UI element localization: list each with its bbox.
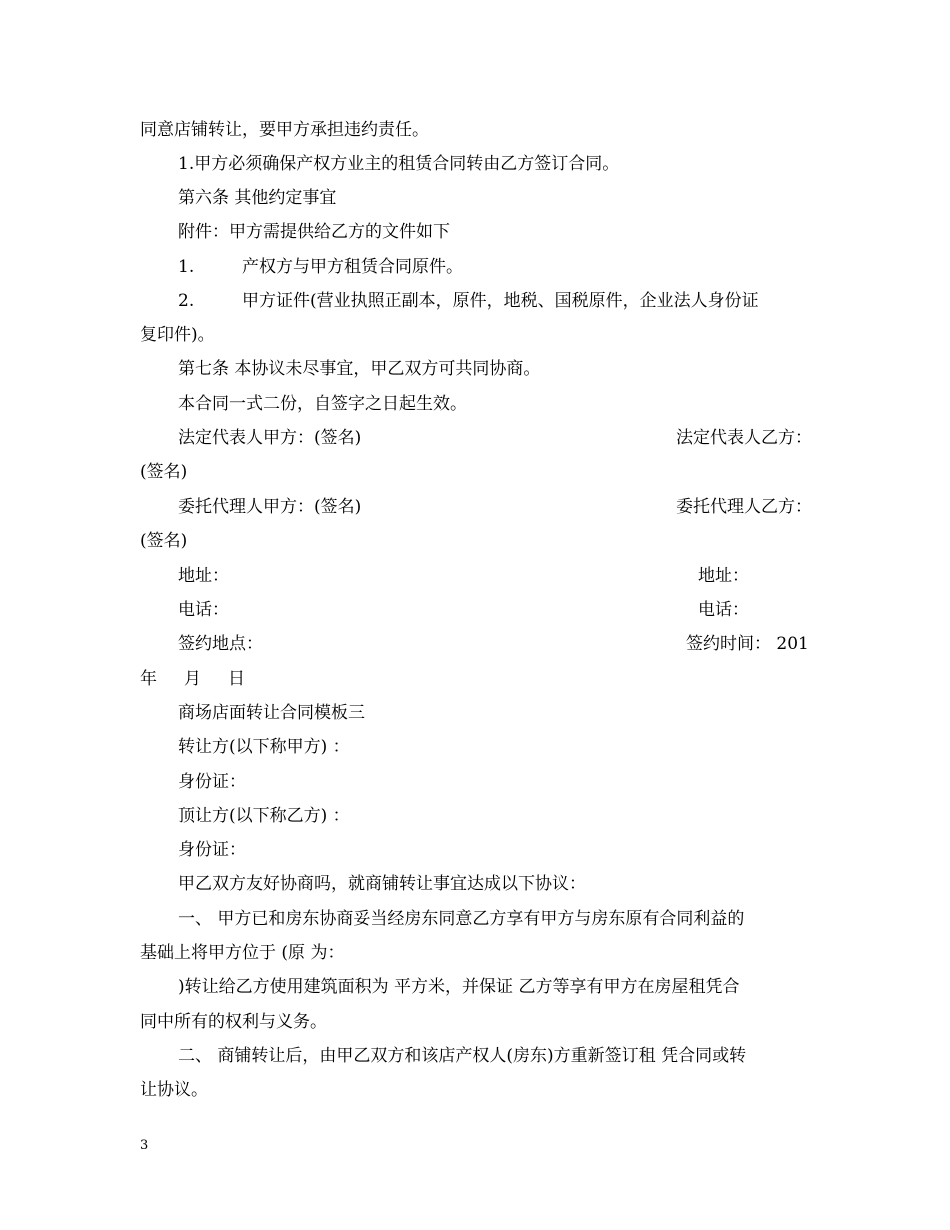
text-line: 基础上将甲方位于 (原 为： <box>140 943 345 963</box>
signing-time: 签约时间： 201 <box>686 634 809 654</box>
section-heading: 第七条 本协议未尽事宜，甲乙双方可共同协商。 <box>178 359 541 379</box>
party-b-address: 地址： <box>698 566 749 586</box>
id-line: 身份证： <box>178 772 246 792</box>
phone-row <box>140 599 812 621</box>
text-line: 1.甲方必须确保产权方业主的租赁合同转由乙方签订合同。 <box>178 154 620 174</box>
text-line: (签名) <box>140 462 188 482</box>
address-row <box>140 565 812 587</box>
text-line: 同中所有的权利与义务。 <box>140 1012 327 1032</box>
party-b-phone: 电话： <box>698 600 749 620</box>
signature-row <box>140 427 812 449</box>
text-line: 同意店铺转让，要甲方承担违约责任。 <box>140 120 429 140</box>
page-number: 3 <box>140 1138 149 1153</box>
text-line: 甲乙双方友好协商吗，就商铺转让事宜达成以下协议： <box>178 874 586 894</box>
text-line: 复印件)。 <box>140 325 215 345</box>
signing-place: 签约地点： <box>178 634 263 654</box>
party-a-phone: 电话： <box>178 600 229 620</box>
list-number: 2. <box>178 291 195 311</box>
signing-row <box>140 633 812 655</box>
party-b-representative: 法定代表人乙方： <box>676 428 812 448</box>
party-a-address: 地址： <box>178 566 229 586</box>
clause-one: 一、 甲方已和房东协商妥当经房东同意乙方享有甲方与房东原有合同利益的 <box>178 909 745 929</box>
party-a-agent: 委托代理人甲方：(签名) <box>178 497 362 517</box>
template-title: 商场店面转让合同模板三 <box>178 703 365 723</box>
list-text: 产权方与甲方租赁合同原件。 <box>242 257 463 277</box>
transferor-line: 转让方(以下称甲方) ： <box>178 737 350 757</box>
text-line: (签名) <box>140 531 188 551</box>
party-b-agent: 委托代理人乙方： <box>676 497 812 517</box>
signature-row <box>140 496 812 518</box>
text-line: 本合同一式二份，自签字之日起生效。 <box>178 394 467 414</box>
id-line: 身份证： <box>178 840 246 860</box>
section-heading: 第六条 其他约定事宜 <box>178 188 337 208</box>
text-line: )转让给乙方使用建筑面积为 平方米，并保证 乙方等享有甲方在房屋租凭合 <box>178 977 740 997</box>
clause-two: 二、 商铺转让后，由甲乙双方和该店产权人(房东)方重新签订租 凭合同或转 <box>178 1046 747 1066</box>
list-text: 甲方证件(营业执照正副本，原件，地税、国税原件，企业法人身份证 <box>242 291 759 311</box>
party-a-representative: 法定代表人甲方：(签名) <box>178 428 362 448</box>
list-item <box>140 256 812 278</box>
date-line: 年 月 日 <box>140 669 246 689</box>
text-line: 附件：甲方需提供给乙方的文件如下 <box>178 222 450 242</box>
list-number: 1. <box>178 257 195 277</box>
transferee-line: 顶让方(以下称乙方) ： <box>178 806 350 826</box>
text-line: 让协议。 <box>140 1080 208 1100</box>
list-item <box>140 290 812 312</box>
